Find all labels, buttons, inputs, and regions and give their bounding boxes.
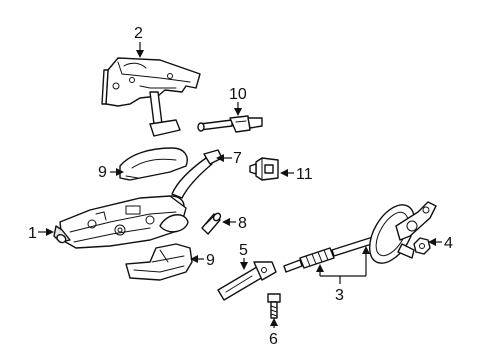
- part-10-lever-switch: [198, 116, 262, 132]
- callout-3: 3: [335, 287, 344, 304]
- part-11-connector: [250, 158, 278, 180]
- callout-11: 11: [296, 166, 313, 183]
- part-4-nut: [414, 238, 430, 254]
- steering-column-housing: [360, 197, 436, 270]
- part-9-lower-shroud: [126, 244, 192, 280]
- callout-2: 2: [134, 25, 143, 42]
- callout-9-upper: 9: [98, 164, 107, 181]
- callout-9-lower: 9: [206, 252, 215, 269]
- part-8-bushing: [202, 212, 222, 234]
- callout-6: 6: [269, 331, 278, 348]
- callout-8: 8: [238, 215, 247, 232]
- callout-labels: [28, 25, 453, 348]
- part-2-support-bracket: [102, 58, 200, 136]
- part-9-upper-shroud: [120, 148, 187, 180]
- callout-5: 5: [239, 242, 248, 259]
- callout-4: 4: [444, 235, 453, 252]
- part-6-bolt: [268, 294, 280, 318]
- part-1-steering-column: [54, 196, 188, 248]
- callout-10: 10: [229, 86, 247, 103]
- callout-1: 1: [28, 225, 37, 242]
- callout-7: 7: [233, 150, 242, 167]
